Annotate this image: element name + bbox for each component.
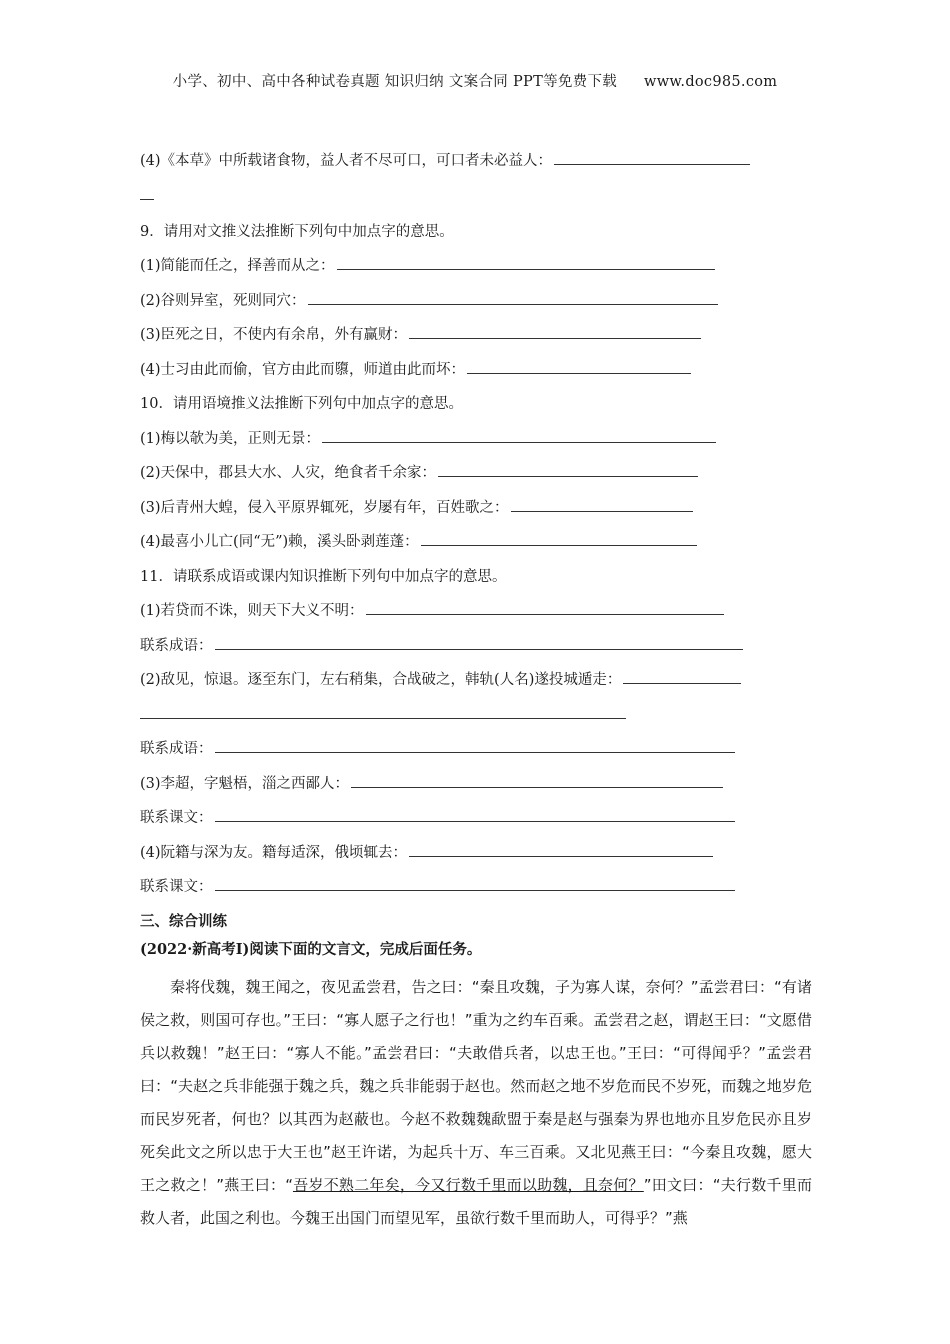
answer-blank[interactable] (623, 669, 741, 684)
idiom-label: 联系成语： (140, 637, 213, 654)
answer-blank[interactable] (554, 150, 750, 165)
answer-blank[interactable] (438, 462, 698, 477)
source-text: (2022·新高考Ⅰ)阅读下面的文言文，完成后面任务。 (140, 940, 482, 958)
header-site: www.doc985.com (644, 74, 778, 90)
q9-item-text: (3)臣死之日，不使内有余帛，外有赢财： (140, 327, 408, 343)
lesson-label: 联系课文： (140, 879, 213, 895)
q9-title-text: 9．请用对文推义法推断下列句中加点字的意思。 (140, 223, 454, 240)
q9-item-1 (140, 255, 812, 290)
page-header (0, 70, 950, 91)
q11-item-text: (4)阮籍与深为友。籍每适深，俄顷辄去： (140, 844, 408, 861)
header-text: 小学、初中、高中各种试卷真题 知识归纳 文案合同 PPT等免费下载 (172, 74, 618, 90)
q11-item-2-idiom (140, 738, 812, 773)
underlined-sentence: 吾岁不熟二年矣，今又行数千里而以助魏，且奈何？ (292, 1175, 644, 1194)
passage-text: 秦将伐魏，魏王闻之，夜见孟尝君，告之曰：“秦且攻魏，子为寡人谋，奈何？”孟尝君曰：“有诸侯之救，则国可存也。”王曰：“寡人愿子之行也！”重为之约车百乘。孟尝君之赵，谓赵王曰：“文愿借兵以救魏！”赵王曰：“寡人不能。”孟尝君曰：“夫敢借兵者，以忠王也。”王曰：“可得闻乎？”孟尝君曰：“夫赵之兵非能强于魏之兵，魏之兵非能弱于赵也。然而赵之地不岁危而民不岁死，而魏之地岁危而民岁死者，何也？以其西为赵蔽也。今赵不救魏魏歃盟于秦是赵与强秦为界也地亦且岁危民亦且岁死矣此文之所以忠于大王也”赵王许诺，为起兵十万、车三百乘。又北见燕王曰：“今秦且攻魏，愿大王之救之！”燕王曰：“ (140, 977, 812, 1194)
q9-title (140, 221, 812, 256)
answer-blank[interactable] (366, 600, 724, 615)
q9-item-2 (140, 290, 812, 325)
q11-item-text: (1)若贷而不诛，则天下大义不明： (140, 603, 364, 619)
section-title: 三、综合训练 (140, 912, 227, 930)
q10-item-text: (4)最喜小儿亡(同“无”)赖，溪头卧剥莲蓬： (140, 534, 419, 550)
q10-item-3 (140, 497, 812, 532)
q10-item-4 (140, 531, 812, 566)
q10-item-text: (3)后青州大蝗，侵入平原界辄死，岁屡有年，百姓歌之： (140, 499, 509, 516)
answer-blank[interactable] (215, 738, 735, 753)
q11-item-2 (140, 669, 812, 704)
q11-title (140, 566, 812, 601)
answer-blank[interactable] (409, 842, 713, 857)
answer-blank[interactable] (215, 635, 743, 650)
answer-blank[interactable] (337, 255, 715, 270)
q9-item-text: (2)谷则异室，死则同穴： (140, 292, 306, 309)
classical-passage (140, 971, 812, 1235)
section-heading (140, 911, 812, 939)
q10-title-text: 10．请用语境推义法推断下列句中加点字的意思。 (140, 396, 463, 412)
answer-blank[interactable] (322, 428, 716, 443)
q10-item-2 (140, 462, 812, 497)
q11-item-3-lesson (140, 807, 812, 842)
q10-item-1 (140, 428, 812, 463)
q11-item-3 (140, 773, 812, 808)
idiom-label: 联系成语： (140, 741, 213, 757)
answer-blank[interactable] (351, 773, 723, 788)
lesson-label: 联系课文： (140, 810, 213, 826)
answer-blank[interactable] (308, 290, 718, 305)
q10-item-text: (2)天保中，郡县大水、人灾，绝食者千余家： (140, 465, 437, 481)
q8-item-4 (140, 150, 812, 185)
q11-item-2-cont (140, 704, 812, 739)
q9-item-3 (140, 324, 812, 359)
q11-item-text: (2)敌见，惊退。逐至东门，左右稍集，合战破之，韩轨(人名)遂投城遁走： (140, 672, 622, 688)
q10-title (140, 393, 812, 428)
q9-item-text: (4)士习由此而偷，官方由此而隳，师道由此而坏： (140, 361, 466, 378)
q8-item-4-text: (4)《本草》中所载诸食物，益人者不尽可口，可口者未必益人： (140, 153, 553, 169)
q11-item-1-idiom (140, 635, 812, 670)
answer-blank[interactable] (409, 324, 701, 339)
q9-item-text: (1)简能而任之，择善而从之： (140, 258, 335, 274)
answer-blank[interactable] (421, 531, 697, 546)
q11-item-1 (140, 600, 812, 635)
answer-blank[interactable] (140, 185, 154, 200)
q11-item-4 (140, 842, 812, 877)
q11-item-4-lesson (140, 876, 812, 911)
answer-blank[interactable] (215, 876, 735, 891)
document-body (140, 150, 812, 1235)
q11-item-text: (3)李超，字魁梧，淄之西鄙人： (140, 775, 350, 792)
answer-blank[interactable] (140, 704, 626, 719)
answer-blank[interactable] (467, 359, 691, 374)
q9-item-4 (140, 359, 812, 394)
passage-source (140, 939, 812, 967)
passage-text: ”田文曰：“夫行数千里而救人者，此国之利也。今魏王出国门而望见军，虽欲行数千里而助人，可得乎？”燕 (140, 1175, 812, 1227)
answer-blank[interactable] (511, 497, 693, 512)
q11-title-text: 11．请联系成语或课内知识推断下列句中加点字的意思。 (140, 568, 507, 585)
q8-item-4-cont (140, 185, 812, 221)
answer-blank[interactable] (215, 807, 735, 822)
q10-item-text: (1)梅以欹为美，正则无景： (140, 430, 321, 447)
